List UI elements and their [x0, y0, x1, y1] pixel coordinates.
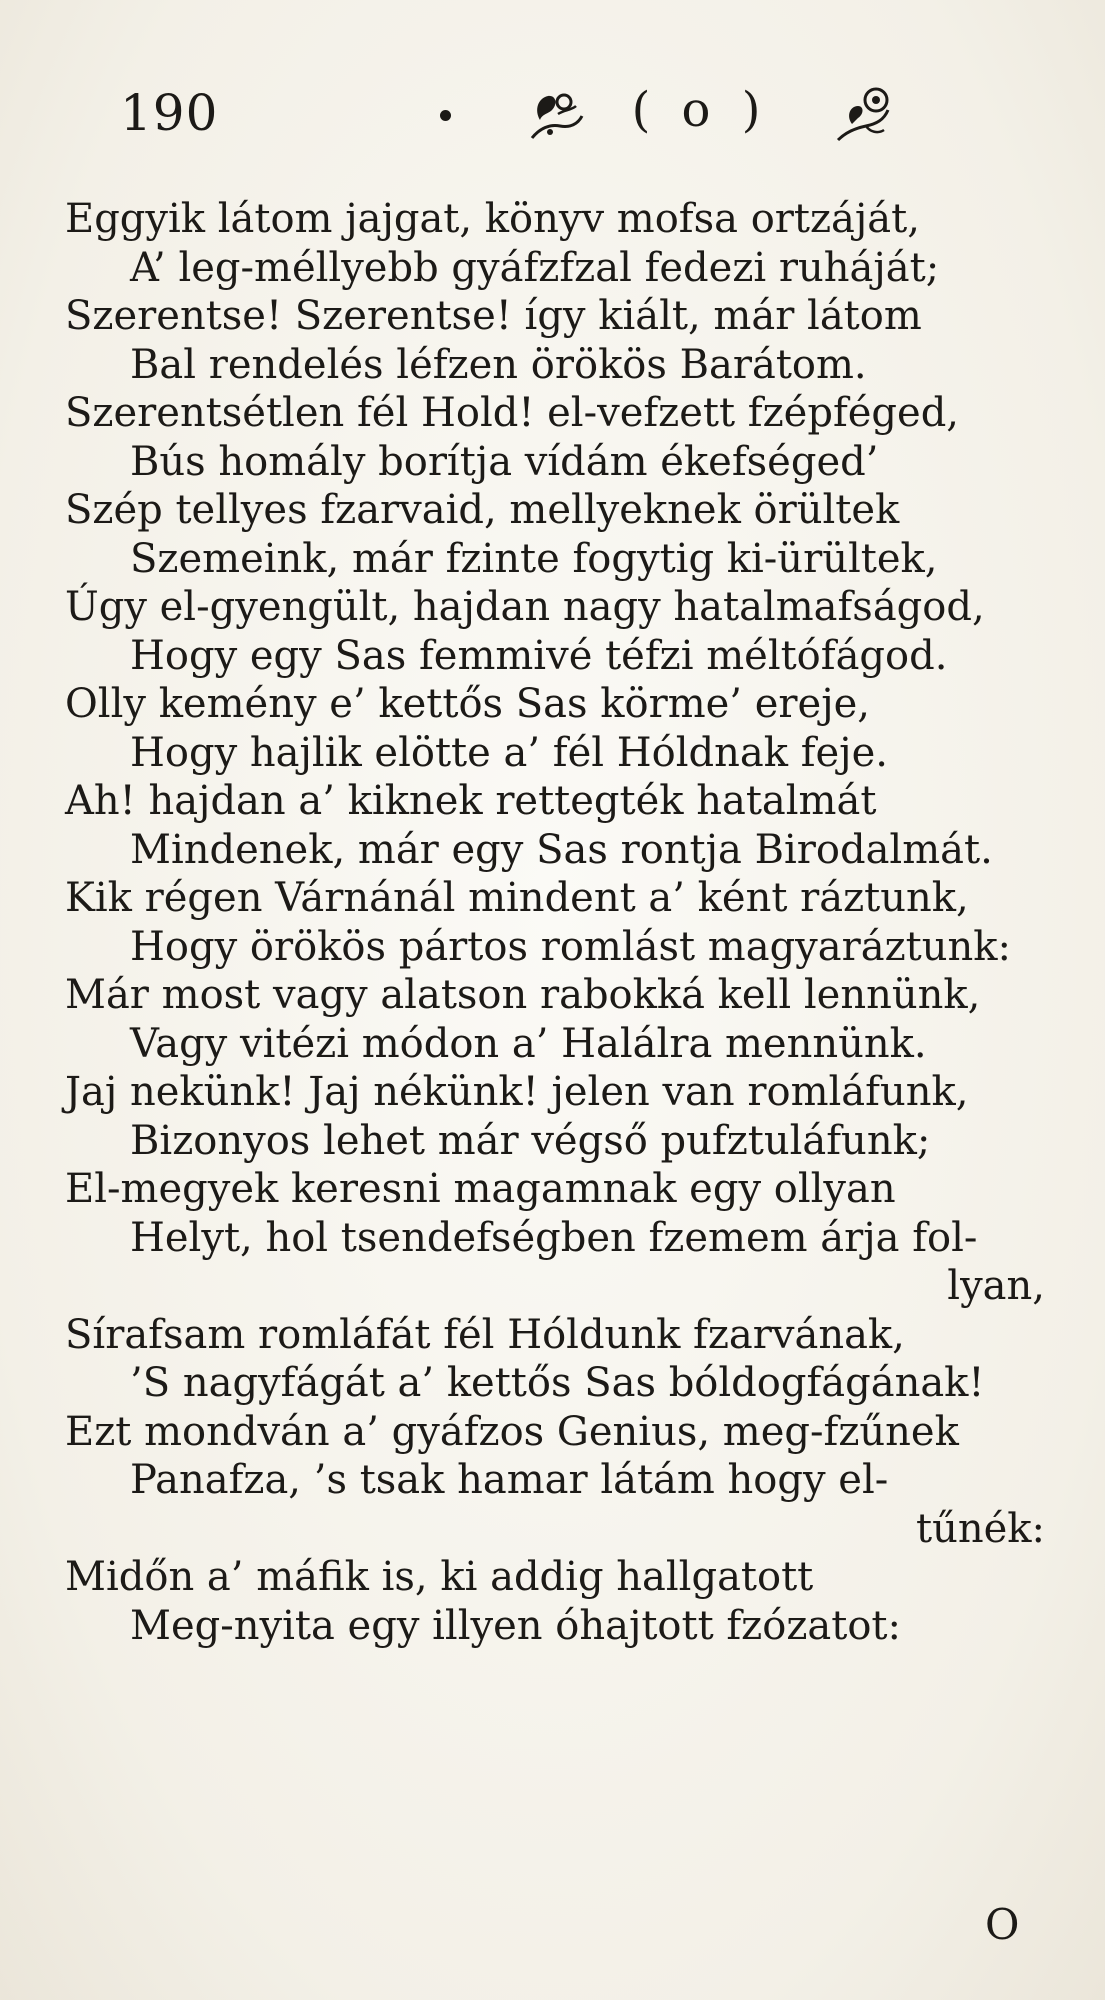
- verse-line: Panafza, ’s tsak hamar látám hogy el-: [130, 1457, 889, 1503]
- verse-line: Helyt, hol tsendefségben fzemem árja fol-: [130, 1214, 978, 1261]
- poem-text: [65, 195, 1065, 1650]
- verse-line: Eggyik látom jajgat, könyv mofsa ortzáját,: [65, 196, 920, 242]
- verse-line: Vagy vitézi módon a’ Halálra mennünk.: [130, 1020, 927, 1067]
- verse-line: Ezt mondván a’ gyáfzos Genius, meg-fzűnek: [65, 1408, 959, 1455]
- page-header: [120, 80, 840, 150]
- verse-line: Ah! hajdan a’ kiknek rettegték hatalmát: [65, 778, 877, 824]
- verse-line: Hogy örökös pártos romlást magyaráztunk:: [130, 923, 1011, 970]
- verse-line: Szerentse! Szerentse! így kiált, már látom: [65, 293, 922, 339]
- verse-line: Szemeink, már fzinte fogytig ki-ürültek,: [130, 535, 938, 582]
- verse-line: ’S nagyfágát a’ kettős Sas bóldogfágának!: [130, 1360, 985, 1406]
- verse-line-continuation: tűnék:: [916, 1505, 1045, 1552]
- verse-line: El-megyek keresni magamnak egy ollyan: [65, 1166, 896, 1212]
- verse-line: Olly kemény e’ kettős Sas körme’ ereje,: [65, 681, 870, 727]
- catchword: O: [985, 1900, 1020, 1949]
- floral-ornament-right-icon: [830, 80, 900, 154]
- verse-line: Bizonyos lehet már végső pufztuláfunk;: [130, 1117, 931, 1164]
- verse-line: Midőn a’ máfik is, ki addig hallgatott: [65, 1554, 814, 1600]
- page-number: 190: [120, 84, 219, 142]
- verse-line: Kik régen Várnánál mindent a’ ként ráztunk,: [65, 875, 969, 921]
- verse-line: Bal rendelés léfzen örökös Barátom.: [130, 341, 867, 388]
- verse-line: Szerentsétlen fél Hold! el-vefzett fzépféged,: [65, 390, 960, 436]
- verse-line: Jaj nekünk! Jaj nékünk! jelen van romláfunk,: [65, 1069, 969, 1115]
- printer-dot: [440, 110, 451, 121]
- section-mark: ( o ): [631, 82, 769, 138]
- verse-line: Mindenek, már egy Sas rontja Birodalmát.: [130, 826, 993, 873]
- verse-line: Hogy hajlik elötte a’ fél Hóldnak feje.: [130, 729, 888, 776]
- verse-line: Sírafsam romláfát fél Hóldunk fzarvának,: [65, 1311, 905, 1358]
- verse-line: A’ leg-méllyebb gyáfzfzal fedezi ruháját;: [130, 244, 940, 291]
- verse-line: Hogy egy Sas femmivé téfzi méltófágod.: [130, 632, 948, 679]
- verse-line: Úgy el-gyengült, hajdan nagy hatalmafságod,: [65, 584, 985, 630]
- verse-line: Bús homály borítja vídám ékefséged’: [130, 438, 879, 485]
- verse-line: Szép tellyes fzarvaid, mellyeknek örültek: [65, 487, 900, 533]
- verse-line: Meg-nyita egy illyen óhajtott fzózatot:: [130, 1602, 901, 1649]
- floral-ornament-left-icon: [520, 80, 590, 154]
- verse-line-continuation: lyan,: [947, 1263, 1045, 1309]
- verse-line: Már most vagy alatson rabokká kell lennünk,: [65, 972, 981, 1018]
